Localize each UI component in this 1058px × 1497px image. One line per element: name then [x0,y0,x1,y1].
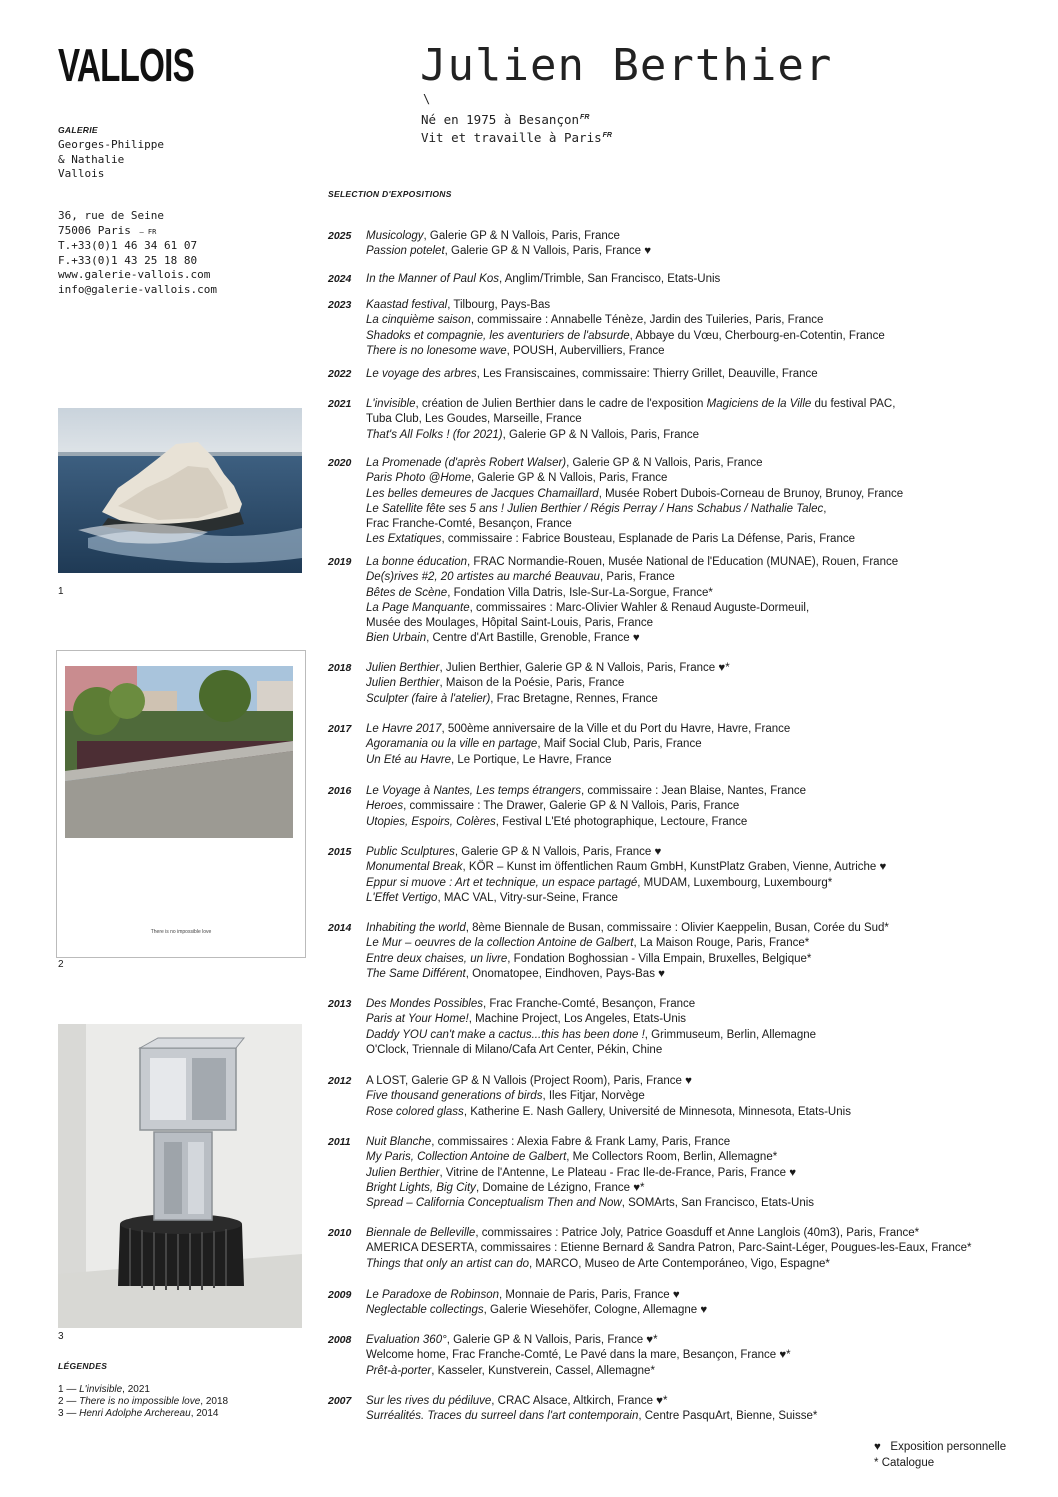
exhibition-title: Bright Lights, Big City [366,1181,476,1194]
exhibition-title: Des Mondes Possibles [366,998,483,1010]
exhibition-details: , Galerie Wiesehöfer, Cologne, Allemagne ♥ [483,1304,708,1317]
exhibition-title: Daddy YOU can't make a cactus...this has been done ! [366,1028,645,1041]
exhibition-title: Les Extatiques [366,533,442,546]
exhibition-title: Kaastad festival [366,299,448,311]
exhibition-line [366,1409,817,1424]
legend-key [874,1439,1006,1471]
exhibition-title: Le Mur – oeuvres de la collection Antoine de Galbert [366,937,634,950]
exhibition-details: , Me Collectors Room, Berlin, Allemagne* [566,1151,778,1164]
exhibition-details: , Festival L'Eté photographique, Lectoure, France [495,815,748,828]
exhibition-lines [366,367,818,382]
exhibition-details: , Le Portique, Le Havre, France [451,753,612,766]
exhibition-title: Julien Berthier [366,662,440,674]
address-country: — FR [139,227,157,236]
legend-year: , 2014 [190,1408,219,1419]
exhibition-line [366,661,730,676]
exhibition-title: Prêt-à-porter [366,1364,432,1377]
exhibition-details: , Domaine de Lézigno, France ♥* [475,1181,645,1194]
exhibition-line [366,784,806,799]
exhibition-details: , MUDAM, Luxembourg, Luxembourg* [637,876,833,889]
exhibition-line [366,601,898,616]
exhibition-title: L'invisible [366,398,416,410]
exhibition-title: Public Sculptures [366,846,455,858]
exhibition-lines [366,1394,817,1425]
exhibition-year: 2019 [328,556,352,568]
website-link[interactable]: www.galerie-vallois.com [58,268,211,281]
exhibition-line [366,1150,814,1165]
legend-prefix: 2 — [58,1396,80,1407]
exhibition-details: , Galerie GP & N Vallois, Paris, France ♥ [454,846,662,858]
exhibition-year: 2007 [328,1395,352,1407]
exhibition-title: La bonne éducation [366,556,468,568]
exhibition-title: Inhabiting the world [366,922,466,934]
exhibition-details: , Maison de la Poésie, Paris, France [439,677,625,690]
heart-icon: ♥ [874,1441,881,1453]
artist-name: Julien Berthier [420,40,833,91]
exhibition-details: , [823,502,827,515]
exhibition-details: , Galerie GP & N Vallois, Paris, France [423,230,620,242]
exhibition-details: , Musée Robert Dubois-Corneau de Brunoy, Brunoy, France [598,487,904,500]
exhibition-year: 2010 [328,1227,352,1239]
exhibition-details: , Monnaie de Paris, Paris, France ♥ [499,1289,680,1301]
address-street: 36, rue de Seine [58,209,164,222]
exhibition-line [366,737,790,752]
legend-item [58,1408,228,1420]
legend-title: Henri Adolphe Archereau [79,1408,191,1419]
exhibition-details-secondary: du festival PAC, [811,398,896,410]
legend-prefix: 3 — [58,1408,80,1419]
exhibition-details: , commissaire : Annabelle Ténèze, Jardin des Tuileries, Paris, France [470,314,824,327]
email-link[interactable]: info@galerie-vallois.com [58,282,217,296]
legend-year: , 2021 [122,1384,150,1395]
exhibition-title: Five thousand generations of birds [366,1090,543,1103]
exhibition-details: , commissaires : Patrice Joly, Patrice Goasduff et Anne Langlois (40m3), Paris, France* [475,1227,920,1239]
exhibition-title: Paris Photo @Home [366,472,471,485]
exhibition-line [366,570,898,585]
exhibition-title: Evaluation 360° [366,1334,447,1346]
exhibition-title: Agoramania ou la ville en partage [366,738,538,751]
exhibition-year: 2015 [328,846,352,858]
exhibition-title: Julien Berthier [366,1166,440,1179]
artwork-image-3 [58,1024,302,1328]
exhibition-line [366,397,895,412]
exhibition-title: L'Effet Vertigo [366,891,438,904]
exhibition-line [366,936,889,951]
exhibition-year: 2014 [328,922,352,934]
exhibition-details: , Onomatopee, Eindhoven, Pays-Bas ♥ [465,967,665,980]
exhibition-line [366,456,903,471]
artist-bio [421,110,612,146]
exhibition-line [366,1303,707,1318]
exhibition-line [366,631,898,646]
phone-number: T.+33(0)1 46 34 61 07 [58,239,198,252]
exhibition-lines [366,298,885,359]
exhibition-year: 2025 [328,230,352,242]
exhibition-details: , Abbaye du Vœu, Cherbourg-en-Cotentin, France [629,329,885,342]
exhibition-line [366,428,895,443]
exhibition-lines [366,921,889,982]
exhibition-details: , Grimmuseum, Berlin, Allemagne [644,1028,817,1041]
exhibition-details: Welcome home, Frac Franche-Comté, Le Pavé dans la mare, Besançon, France ♥* [366,1349,791,1362]
legend-item [58,1396,228,1408]
exhibition-lines [366,722,790,768]
exhibition-line [366,471,903,486]
exhibition-title: The Same Différent [366,967,466,980]
exhibition-line [366,502,903,517]
exhibition-lines [366,456,903,548]
exhibition-title: Le Havre 2017 [366,723,442,735]
exhibition-year: 2023 [328,299,352,311]
artist-born-line [421,110,612,128]
exhibition-title: There is no lonesome wave [366,344,507,357]
exhibition-details: AMERICA DESERTA, commissaires : Etienne Bernard & Sandra Patron, Parc-Saint-Léger, Pougues-les-Eaux, France* [366,1242,972,1255]
exhibition-details: , 500ème anniversaire de la Ville et du Port du Havre, Havre, France [441,723,791,735]
exhibition-lines [366,1226,972,1272]
exhibition-details: , commissaires : Marc-Olivier Wahler & Renaud Auguste-Dormeuil, [469,601,810,614]
image-legend [58,1384,228,1420]
exhibition-title: Passion potelet [366,245,445,258]
exhibition-title: Monumental Break [366,861,463,874]
exhibition-line [366,586,898,601]
exhibition-line [366,799,806,814]
legend-year: , 2018 [200,1396,229,1407]
image-2-caption: There is no impossible love [150,929,212,935]
exhibition-line [366,244,651,259]
exhibition-details: , Galerie GP & N Vallois, Paris, France [566,457,763,469]
exhibition-line [366,313,885,328]
exhibition-details: , Frac Bretagne, Rennes, France [490,692,658,705]
exhibition-details: , Kasseler, Kunstverein, Cassel, Allemagne* [431,1364,655,1377]
exhibition-details: , Katherine E. Nash Gallery, Université de Minnesota, Minnesota, Etats-Unis [463,1105,851,1118]
key-catalogue-label: Catalogue [881,1457,935,1469]
exhibition-lines [366,555,898,647]
exhibition-title: Rose colored glass [366,1105,464,1118]
exhibition-title: Paris at Your Home! [366,1013,469,1026]
exhibition-line [366,1012,816,1027]
fr-marker: FR [602,132,612,139]
exhibition-details: O'Clock, Triennale di Milano/Cafa Art Center, Pékin, Chine [366,1043,663,1056]
exhibition-lines [366,272,720,287]
exhibition-line [366,532,903,547]
exhibition-title: Entre deux chaises, un livre [366,952,508,965]
exhibition-lines [366,997,816,1058]
exhibition-line [366,616,898,631]
exhibition-line [366,1028,816,1043]
exhibition-details: , Centre d'Art Bastille, Grenoble, France ♥ [426,632,640,645]
owner-line: Vallois [58,167,105,180]
exhibition-year: 2020 [328,457,352,469]
exhibition-details: A LOST, Galerie GP & N Vallois (Project Room), Paris, France ♥ [366,1075,692,1087]
exhibition-title: La Promenade (d'après Robert Walser) [366,457,567,469]
exhibition-title: Shadoks et compagnie, les aventuriers de l'absurde [366,329,630,342]
exhibition-title: Les belles demeures de Jacques Chamaillard [366,487,599,500]
address-city-line [58,224,217,240]
image-number-1: 1 [58,586,64,597]
exhibition-details: , SOMArts, San Francisco, Etats-Unis [621,1197,815,1210]
exhibition-year: 2017 [328,723,352,735]
asterisk-icon: * [874,1457,879,1469]
exhibition-title: Utopies, Espoirs, Colères [366,815,496,828]
exhibition-title: La cinquième saison [366,314,471,327]
exhibition-details: , 8ème Biennale de Busan, commissaire : Olivier Kaeppelin, Busan, Corée du Sud* [465,922,889,934]
exhibition-line [366,891,886,906]
artist-born: Né en 1975 à Besançon [421,112,580,127]
exhibition-line [366,272,720,287]
exhibition-line [366,815,806,830]
exhibition-line [366,1348,791,1363]
exhibition-title: De(s)rives #2, 20 artistes au marché Beauvau [366,571,600,584]
exhibition-details: , Galerie GP & N Vallois, Paris, France [471,472,668,485]
fax-number: F.+33(0)1 43 25 18 80 [58,253,198,267]
exhibition-line [366,412,895,427]
exhibition-line [366,1181,814,1196]
exhibition-line [366,1288,707,1303]
gallery-logo: VALLOIS [58,39,195,91]
exhibition-details: , KÖR – Kunst im öffentlichen Raum GmbH, KunstPlatz Graben, Vienne, Autriche ♥ [462,861,887,874]
exhibition-line [366,1333,791,1348]
exhibition-line [366,1105,851,1120]
exhibition-details: , Fondation Boghossian - Villa Empain, Bruxelles, Belgique* [507,952,812,965]
exhibition-title: In the Manner of Paul Kos [366,273,499,285]
exhibition-details: , commissaires : Alexia Fabre & Frank Lamy, Paris, France [431,1136,731,1148]
exhibition-details: , Iles Fitjar, Norvège [542,1090,645,1103]
exhibition-details: , Galerie GP & N Vallois, Paris, France [502,428,700,441]
exhibition-details: Musée des Moulages, Hôpital Saint-Louis, Paris, France [366,617,654,630]
exhibition-title: Julien Berthier [366,677,440,690]
exhibition-details: , commissaire : Fabrice Bousteau, Esplanade de Paris La Défense, Paris, France [441,533,855,546]
exhibition-line [366,876,886,891]
exhibition-line [366,1135,814,1150]
exhibition-title: Surréalités. Traces du surreel dans l'art contemporain [366,1410,639,1423]
exhibition-year: 2011 [328,1136,351,1148]
exhibition-line [366,1364,791,1379]
artwork-image-1 [58,408,302,573]
exhibition-line [366,367,818,382]
exhibition-line [366,1089,851,1104]
exhibition-line [366,1043,816,1058]
exhibition-year: 2024 [328,273,352,285]
exhibition-year: 2021 [328,398,352,410]
exhibition-title: Bêtes de Scène [366,586,448,599]
exhibition-title: Un Eté au Havre [366,753,452,766]
exhibition-details: Frac Franche-Comté, Besançon, France [366,518,572,531]
exhibition-details: , MAC VAL, Vitry-sur-Seine, France [437,891,618,904]
exhibition-title: Biennale de Belleville [366,1227,476,1239]
exhibition-details: , Machine Project, Los Angeles, Etats-Unis [468,1013,687,1026]
exhibition-lines [366,397,895,443]
exhibition-title: Le Voyage à Nantes, Les temps étrangers [366,785,582,797]
exhibition-line [366,487,903,502]
exhibition-details: , Centre PasquArt, Bienne, Suisse* [638,1410,818,1423]
exhibition-line [366,921,889,936]
name-tick-mark: \ [423,92,431,106]
owner-line: Georges-Philippe [58,138,164,151]
exhibition-title: Sur les rives du pédiluve [366,1395,492,1407]
exhibition-details: , Les Fransiscaines, commissaire: Thierry Grillet, Deauville, France [476,368,818,380]
exhibition-details: , MARCO, Museo de Arte Contemporáneo, Vigo, Espagne* [529,1257,830,1270]
key-catalogue [874,1455,1006,1471]
exhibition-details: , Fondation Villa Datris, Isle-Sur-La-Sorgue, France* [447,586,713,599]
exhibition-details: , Galerie GP & N Vallois, Paris, France ♥* [446,1334,658,1346]
exhibition-year: 2016 [328,785,352,797]
exhibition-title: La Page Manquante [366,601,470,614]
exhibition-lines [366,1333,791,1379]
legend-label: LÉGENDES [58,1361,108,1371]
exhibition-details: , commissaire : The Drawer, Galerie GP & N Vallois, Paris, France [403,800,740,813]
exhibition-line [366,1196,814,1211]
exhibition-line [366,229,651,244]
exhibition-lines [366,1288,707,1319]
legend-title: There is no impossible love [79,1396,201,1407]
exhibition-line [366,722,790,737]
owner-line: & Nathalie [58,152,125,166]
exhibition-line [366,692,730,707]
artist-lives: Vit et travaille à Paris [421,130,602,145]
exhibition-details: , POUSH, Aubervilliers, France [506,344,665,357]
image-number-2: 2 [58,959,64,970]
exhibition-line [366,1074,851,1089]
exhibition-details: Tuba Club, Les Goudes, Marseille, France [366,413,582,426]
exhibition-details: , Julien Berthier, Galerie GP & N Vallois, Paris, France ♥* [439,662,730,674]
exhibition-details: , Maif Social Club, Paris, France [537,738,702,751]
exhibition-year: 2022 [328,368,352,380]
exhibition-lines [366,229,651,260]
exhibition-details: , Anglim/Trimble, San Francisco, Etats-Unis [498,273,721,285]
image-number-3: 3 [58,1331,64,1342]
exhibition-year: 2013 [328,998,352,1010]
section-title: SELECTION D'EXPOSITIONS [328,189,452,199]
exhibition-year: 2008 [328,1334,352,1346]
exhibition-line [366,860,886,875]
galerie-label: GALERIE [58,125,98,135]
exhibition-title: My Paris, Collection Antoine de Galbert [366,1151,567,1164]
exhibition-year: 2009 [328,1289,352,1301]
artist-lives-line [421,128,612,146]
address-city: 75006 Paris [58,223,131,237]
gallery-owners [58,138,164,182]
key-solo [874,1439,1006,1455]
exhibition-line [366,967,889,982]
exhibition-details: , Paris, France [599,571,675,584]
gallery-contact [58,209,217,297]
exhibition-line [366,676,730,691]
exhibition-lines [366,661,730,707]
exhibition-line [366,1257,972,1272]
exhibition-line [366,555,898,570]
key-solo-label: Exposition personnelle [890,1441,1007,1453]
exhibition-title: Le voyage des arbres [366,368,477,380]
exhibition-title: Eppur si muove : Art et technique, un espace partagé [366,876,638,889]
exhibition-line [366,845,886,860]
exhibition-details: , commissaire : Jean Blaise, Nantes, France [581,785,806,797]
exhibition-details: , FRAC Normandie-Rouen, Musée National de l'Education (MUNAE), Rouen, France [467,556,899,568]
exhibition-details: , La Maison Rouge, Paris, France* [633,937,810,950]
legend-prefix: 1 — [58,1384,80,1395]
fr-marker: FR [580,114,590,121]
exhibition-line [366,329,885,344]
exhibition-title: Bien Urbain [366,632,427,645]
exhibition-line [366,1226,972,1241]
artwork-image-2 [56,650,306,958]
exhibition-title: Nuit Blanche [366,1136,432,1148]
exhibition-line [366,997,816,1012]
exhibition-lines [366,845,886,906]
exhibition-title: Neglectable collectings [366,1304,484,1317]
legend-item [58,1384,228,1396]
exhibition-lines [366,1135,814,1211]
exhibition-line [366,298,885,313]
exhibition-details: , Frac Franche-Comté, Besançon, France [482,998,696,1010]
exhibition-line [366,1166,814,1181]
exhibition-title: Le Paradoxe de Robinson [366,1289,499,1301]
exhibition-line [366,1241,972,1256]
exhibition-details: , Tilbourg, Pays-Bas [447,299,551,311]
exhibition-line [366,1394,817,1409]
exhibition-title: Spread – California Conceptualism Then and Now [366,1197,622,1210]
exhibition-details: , CRAC Alsace, Altkirch, France ♥* [491,1395,668,1407]
exhibition-title-secondary: Magiciens de la Ville [706,398,812,410]
exhibition-line [366,344,885,359]
exhibition-line [366,517,903,532]
exhibition-title: Things that only an artist can do [366,1257,530,1270]
exhibition-lines [366,1074,851,1120]
exhibition-line [366,952,889,967]
exhibition-line [366,753,790,768]
exhibition-details: , création de Julien Berthier dans le cadre de l'exposition [415,398,707,410]
exhibition-title: Le Satellite fête ses 5 ans ! Julien Berthier / Régis Perray / Hans Schabus / Nathalie Talec [366,502,824,515]
exhibition-title: Sculpter (faire à l'atelier) [366,692,491,705]
exhibition-year: 2012 [328,1075,352,1087]
exhibition-title: Heroes [366,800,404,813]
exhibition-details: , Vitrine de l'Antenne, Le Plateau - Frac Ile-de-France, Paris, France ♥ [439,1166,797,1179]
legend-title: L'invisible [79,1384,123,1395]
exhibition-lines [366,784,806,830]
exhibition-year: 2018 [328,662,352,674]
exhibition-title: Musicology [366,230,424,242]
exhibition-title: That's All Folks ! (for 2021) [366,428,503,441]
exhibition-details: , Galerie GP & N Vallois, Paris, France ♥ [444,245,652,258]
